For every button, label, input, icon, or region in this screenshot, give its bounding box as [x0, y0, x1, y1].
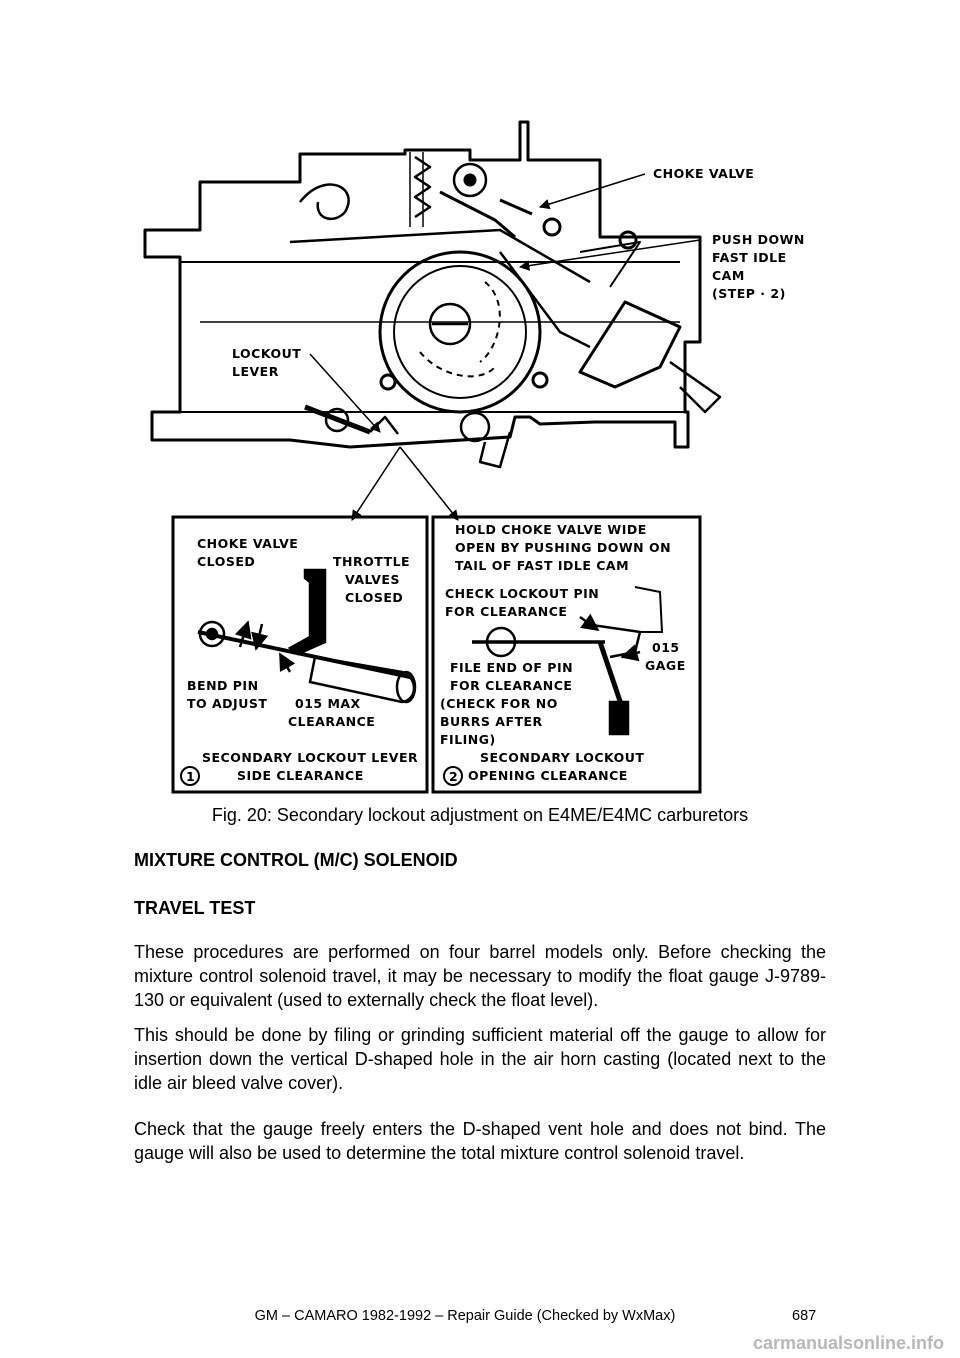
inset2-file-2: FOR CLEARANCE: [450, 678, 573, 693]
paragraph-1: These procedures are performed on four barrel models only. Before checking the mixture control solenoid travel, it may be necessary to modify the float gauge J-9789-130 or equivalent (used to externally check the float level).: [134, 942, 826, 1010]
inset-1: [173, 517, 427, 792]
inset1-max-2: CLEARANCE: [288, 714, 376, 729]
inset2-number: 2: [449, 769, 459, 784]
inset2-hold-1: HOLD CHOKE VALVE WIDE: [455, 522, 647, 537]
inset-2: [433, 517, 700, 792]
inset2-hold-3: TAIL OF FAST IDLE CAM: [455, 558, 630, 573]
inset1-choke-2: CLOSED: [197, 554, 256, 569]
watermark: carmanualsonline.info: [752, 1333, 944, 1353]
inset2-gage-2: GAGE: [645, 658, 686, 673]
inset1-throttle-3: CLOSED: [345, 590, 404, 605]
inset1-title-2: SIDE CLEARANCE: [237, 768, 364, 783]
carburetor-body: [145, 122, 720, 467]
inset2-file-1: FILE END OF PIN: [450, 660, 574, 675]
carburetor-diagram: [140, 112, 830, 807]
inset1-choke-1: CHOKE VALVE: [197, 536, 299, 551]
heading-mixture-control: MIXTURE CONTROL (M/C) SOLENOID: [134, 850, 458, 870]
inset2-title-1: SECONDARY LOCKOUT: [480, 750, 645, 765]
label-lockout-2: LEVER: [232, 364, 279, 379]
inset2-gage-1: 015: [652, 640, 680, 655]
label-push-down-1: PUSH DOWN: [712, 232, 805, 247]
figure-20-diagram: [140, 112, 830, 807]
leader-lines: [310, 174, 700, 520]
heading-travel-test: TRAVEL TEST: [134, 898, 256, 918]
inset2-hold-2: OPEN BY PUSHING DOWN ON: [455, 540, 672, 555]
figure-caption: Fig. 20: Secondary lockout adjustment on E4ME/E4MC carburetors: [211, 805, 749, 825]
inset1-bend-1: BEND PIN: [187, 678, 259, 693]
label-choke-valve: CHOKE VALVE: [653, 166, 755, 181]
inset1-number: 1: [186, 769, 196, 784]
page-number: 687: [792, 1308, 817, 1324]
inset2-file-5: FILING): [440, 732, 496, 747]
inset2-check-1: CHECK LOCKOUT PIN: [445, 586, 600, 601]
label-push-down-3: CAM: [712, 268, 745, 283]
inset1-title-1: SECONDARY LOCKOUT LEVER: [202, 750, 419, 765]
paragraph-3: Check that the gauge freely enters the D-shaped vent hole and does not bind. The gauge will also be used to determine the total mixture control solenoid travel.: [134, 1119, 826, 1163]
inset2-file-4: BURRS AFTER: [440, 714, 543, 729]
inset2-title-2: OPENING CLEARANCE: [468, 768, 628, 783]
label-lockout-1: LOCKOUT: [232, 346, 302, 361]
inset1-throttle-1: THROTTLE: [333, 554, 411, 569]
label-push-down-2: FAST IDLE: [712, 250, 787, 265]
label-push-down-4: (STEP · 2): [712, 286, 786, 301]
inset2-check-2: FOR CLEARANCE: [445, 604, 568, 619]
footer-title: GM – CAMARO 1982-1992 – Repair Guide (Checked by WxMax): [254, 1308, 676, 1324]
inset1-bend-2: TO ADJUST: [187, 696, 268, 711]
paragraph-2: This should be done by filing or grinding sufficient material off the gauge to allow for insertion down the vertical D-shaped hole in the air horn casting (located next to the idle air bleed valve cover).: [134, 1025, 826, 1093]
inset1-max-1: 015 MAX: [295, 696, 361, 711]
inset1-throttle-2: VALVES: [345, 572, 400, 587]
inset2-file-3: (CHECK FOR NO: [440, 696, 558, 711]
